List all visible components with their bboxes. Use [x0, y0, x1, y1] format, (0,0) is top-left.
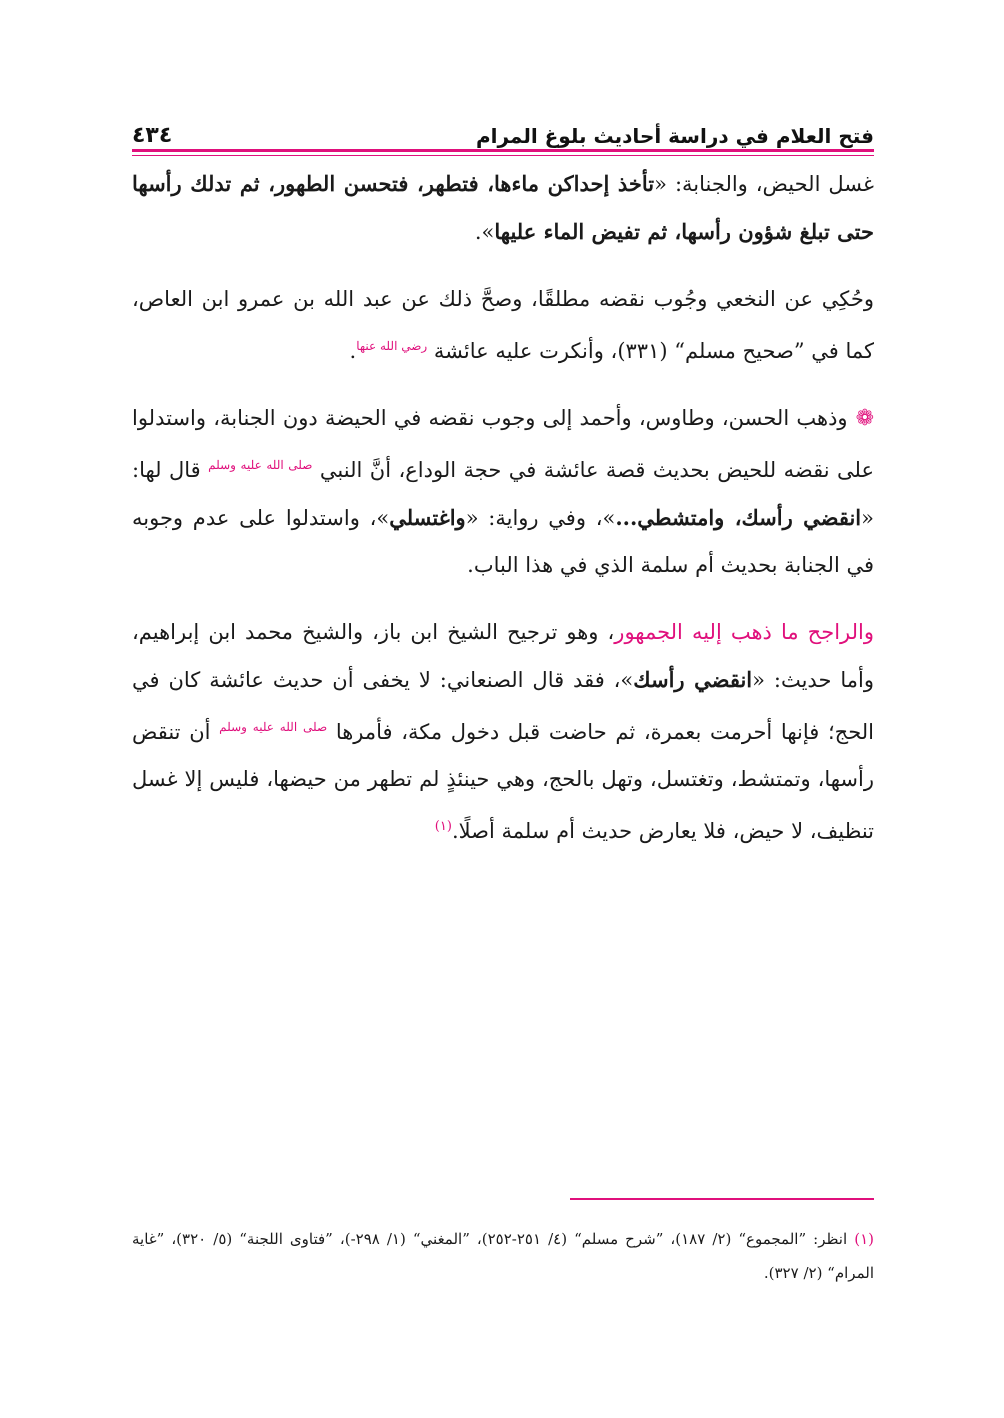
hadith-quote: واغتسلي — [389, 505, 466, 530]
running-header — [132, 112, 874, 148]
paragraph-2 — [132, 276, 874, 375]
hadith-quote: انقضي رأسك، وامتشطي... — [615, 505, 862, 530]
footnote — [132, 1222, 874, 1290]
text-span: . — [349, 339, 357, 363]
footnote-text: انظر: ”المجموع“ (٢/ ١٨٧)، ”شرح مسلم“ (٤/ ٢٥١-٢٥٢)، ”المغني“ (١/ ٢٩٨-)، ”فتاوى اللجنة“ (٥/ ٣٢٠)، ”غاية المرام“ (٢/ ٣٢٧). — [132, 1230, 874, 1282]
hadith-quote: تأخذ إحداكن ماءها، فتطهر، فتحسن الطهور، ثم تدلك رأسها حتى تبلغ شؤون رأسها، ثم تفيض الماء عليها — [132, 171, 874, 244]
header-rule-thick — [132, 149, 874, 152]
paragraph-4 — [132, 609, 874, 855]
paragraph-1 — [132, 160, 874, 256]
text-span: قال لها: « — [132, 458, 874, 530]
hadith-quote: انقضي رأسك — [633, 667, 753, 692]
paragraph-3 — [132, 395, 874, 589]
footnote-separator — [570, 1198, 874, 1200]
main-text — [132, 160, 874, 875]
text-span: وحُكِي عن النخعي وجُوب نقضه مطلقًا، وصحَّ ذلك عن عبد الله بن عمرو ابن العاص، كما في ”صحيح مسلم“ (٣٣١)، وأنكرت عليه عائشة — [132, 287, 874, 363]
text-span: »، واستدلوا على عدم وجوبه في الجنابة بحديث أم سلمة الذي في هذا الباب. — [132, 506, 874, 577]
text-span: ، وهو ترجيح الشيخ ابن باز، والشيخ محمد ابن إبراهيم، وأما حديث: « — [132, 620, 874, 692]
text-span: »، فقد قال الصنعاني: لا يخفى أن حديث عائشة كان في الحج؛ فإنها أحرمت بعمرة، ثم حاضت قبل دخول مكة، فأمرها — [132, 668, 874, 744]
text-span: »، وفي رواية: « — [465, 506, 616, 530]
honorific-mark: صلى الله عليه وسلم — [208, 458, 313, 472]
flower-ornament-icon: ❁ — [855, 406, 874, 431]
footnote-number: (١) — [854, 1230, 874, 1248]
text-span: غسل الحيض، والجنابة: « — [654, 172, 875, 196]
honorific-mark: رضي الله عنها — [356, 339, 428, 353]
header-rule-thin — [132, 155, 874, 156]
text-span: وذهب الحسن، وطاوس، وأحمد إلى وجوب نقضه في الحيضة دون الجنابة، واستدلوا على نقضه للحيض بحديث قصة عائشة في حجة الوداع، أنَّ النبي — [132, 406, 875, 482]
book-title: فتح العلام في دراسة أحاديث بلوغ المرام — [475, 124, 874, 148]
ruling-highlight: والراجح ما ذهب إليه الجمهور — [614, 620, 874, 644]
page-number: ٤٣٤ — [132, 123, 173, 148]
honorific-mark: صلى الله عليه وسلم — [219, 720, 328, 734]
text-span: ». — [474, 220, 495, 244]
footnote-reference[interactable]: (١) — [434, 819, 452, 834]
text-span: أن تنقض رأسها، وتمتشط، وتغتسل، وتهل بالحج، وهي حينئذٍ لم تطهر من حيضها، فليس إلا غسل تنظيف، لا حيض، فلا يعارض حديث أم سلمة أصلًا. — [132, 720, 874, 843]
